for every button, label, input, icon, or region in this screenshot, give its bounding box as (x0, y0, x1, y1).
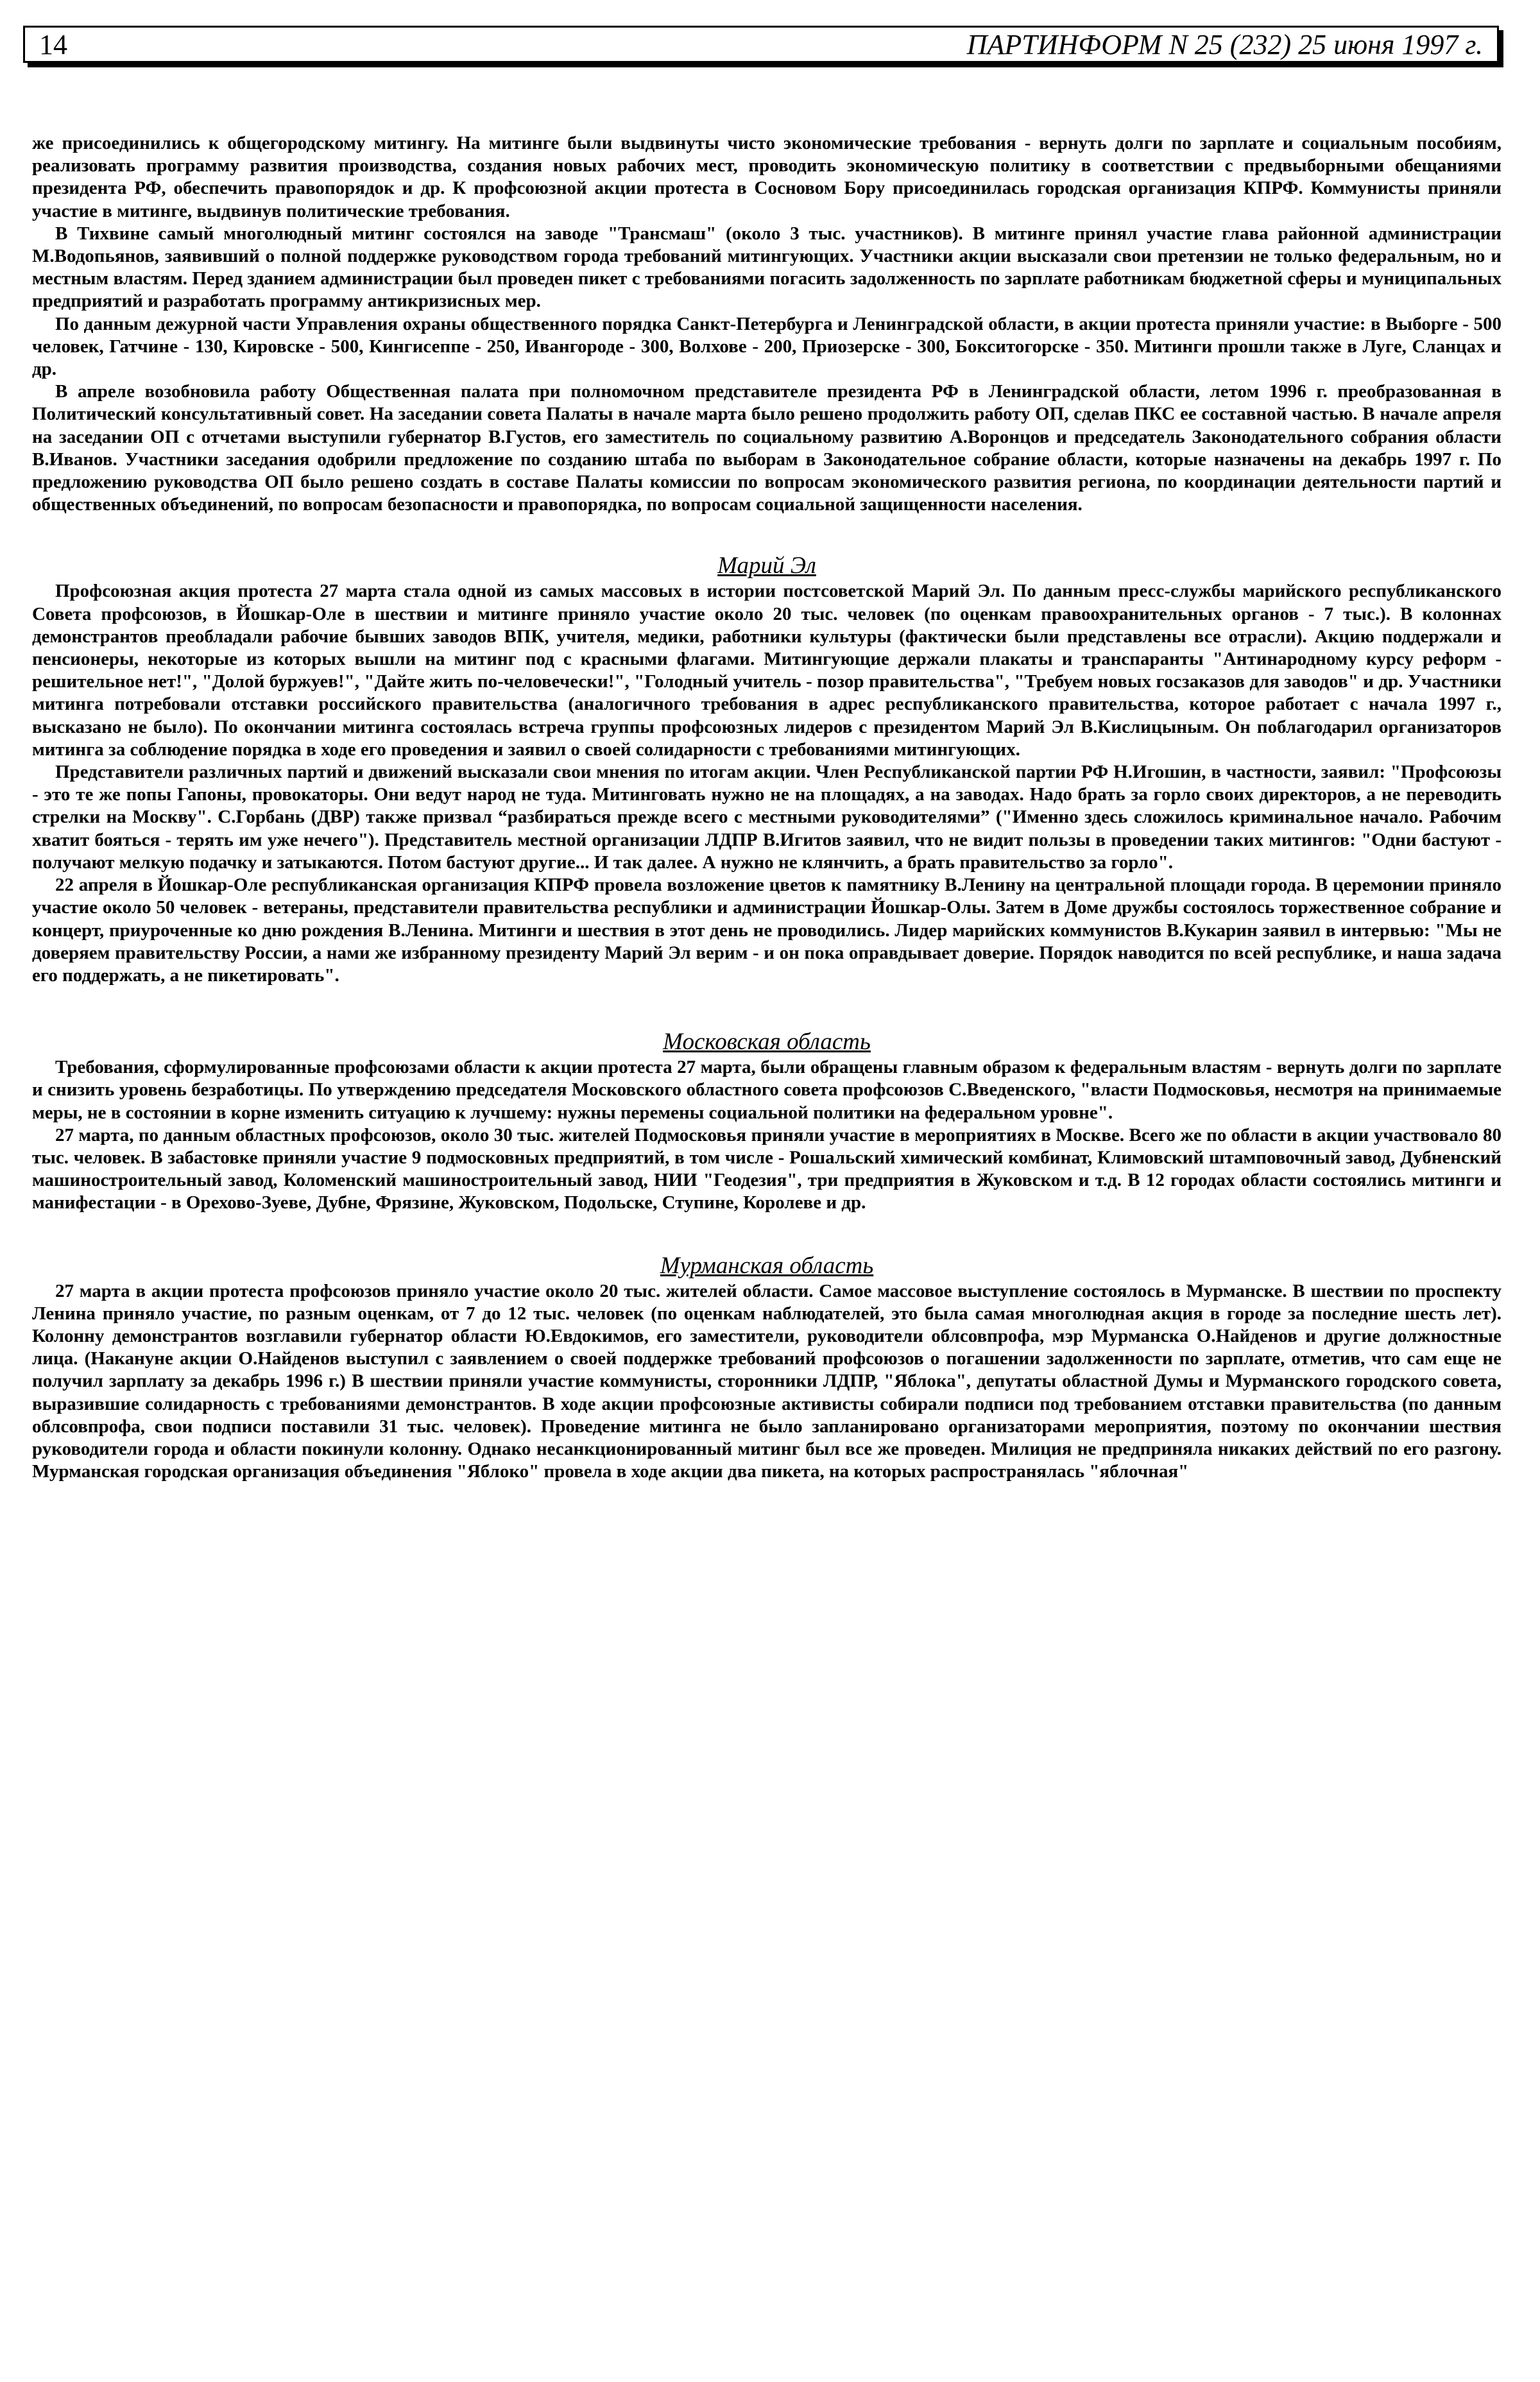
section-heading-murmansk-region: Мурманская область (660, 1252, 874, 1279)
paragraph: 27 марта в акции протеста профсоюзов приняло участие около 20 тыс. жителей области. Самое массовое выступление состоялось в Мурманске. В шествии по проспекту Ленина приняло участие, по разным оценкам, от 7 до 12 тыс. человек (по оценкам наблюдателей, это была самая многолюдная акция в городе за последние шесть лет). Колонну демонстрантов возглавили губернатор области Ю.Евдокимов, его заместители, руководители облсовпрофа, мэр Мурманска О.Найденов и другие должностные лица. (Накануне акции О.Найденов выступил с заявлением о своей поддержке требований профсоюзов о погашении задолженности по зарплате, отметив, что сам еще не получил зарплату за декабрь 1996 г.) В шествии приняли участие коммунисты, сторонники ЛДПР, "Яблока", депутаты областной Думы и Мурманского городского совета, выразившие солидарность с требованиями демонстрантов. В ходе акции профсоюзные активисты собирали подписи под требованием отставки правительства (по данным облсовпрофа, свои подписи поставили 31 тыс. человек). Проведение митинга не было запланировано организаторами мероприятия, поэтому по окончании шествия руководители города и области покинули колонну. Однако несанкционированный митинг был все же проведен. Милиция не предприняла никаких действий по его разгону. Мурманская городская организация объединения "Яблоко" провела в ходе акции два пикета, на которых распространялась "яблочная" (32, 1280, 1502, 1482)
publication-title: ПАРТИНФОРМ N 25 (232) 25 июня 1997 г. (966, 28, 1483, 60)
section-heading-mari-el: Марий Эл (717, 553, 816, 579)
paragraph: По данным дежурной части Управления охраны общественного порядка Санкт-Петербурга и Ленинградской области, в акции протеста приняли участие: в Выборге - 500 человек, Гатчине - 130, Кировске - 500, Кингисеппе - 250, Ивангороде - 300, Волхове - 200, Приозерске - 300, Бокситогорске - 350. Митинги прошли также в Луге, Сланцах и др. (32, 313, 1502, 380)
paragraph: В Тихвине самый многолюдный митинг состоялся на заводе "Трансмаш" (около 3 тыс. участников). В митинге принял участие глава районной администрации М.Водопьянов, заявивший о полной поддержке руководством города требований митингующих. Участники акции высказали свои претензии не только федеральным, но и местным властям. Перед зданием администрации был проведен пикет с требованиями погасить задолженность по зарплате работникам бюджетной сферы и муниципальных предприятий и разработать программу антикризисных мер. (32, 223, 1502, 312)
section-heading-moscow-region: Московская область (663, 1029, 871, 1056)
page-number: 14 (39, 28, 67, 60)
paragraph: Представители различных партий и движений высказали свои мнения по итогам акции. Член Республиканской партии РФ Н.Игошин, в частности, заявил: "Профсоюзы - это те же попы Гапоны, провокаторы. Они ведут народ не туда. Митинговать нужно не на площадях, а на заводах. Надо брать за горло своих директоров, а не переводить стрелки на Москву". С.Горбань (ДВР) также призвал “разбираться прежде всего с местными руководителями” ("Именно здесь сложилось криминальное начало. Рабочим хватит бояться - терять им уже нечего"). Представитель местной организации ЛДПР В.Игитов заявил, что не видит пользы в проведении таких митингов: "Одни бастуют - получают мелкую подачку и затыкаются. Потом бастуют другие... И так далее. А нужно не клянчить, а брать правительство за горло". (32, 762, 1502, 873)
paragraph: В апреле возобновила работу Общественная палата при полномочном представителе президента РФ в Ленинградской области, летом 1996 г. преобразованная в Политический консультативный совет. На заседании совета Палаты в начале марта было решено продолжить работу ОП, сделав ПКС ее составной частью. В начале апреля на заседании ОП с отчетами выступили губернатор В.Густов, его заместитель по социальному развитию А.Воронцов и председатель Законодательного собрания области В.Иванов. Участники заседания одобрили предложение по созданию штаба по выборам в Законодательное собрание области, которые назначены на декабрь 1997 г. По предложению руководства ОП было решено создать в составе Палаты комиссии по вопросам экономического развития региона, по координации деятельности партий и общественных объединений, по вопросам безопасности и правопорядка, по вопросам социальной защищенности населения. (32, 381, 1502, 515)
article-body (32, 132, 1502, 1483)
paragraph: Профсоюзная акция протеста 27 марта стала одной из самых массовых в истории постсоветской Марий Эл. По данным пресс-службы марийского республиканского Совета профсоюзов, в Йошкар-Оле в шествии и митинге приняло участие около 20 тыс. человек (по оценкам правоохранительных органов - 7 тыс.). В колоннах демонстрантов преобладали рабочие бывших заводов ВПК, учителя, медики, работники культуры (фактически были представлены все отрасли). Акцию поддержали и пенсионеры, некоторые из которых вышли на митинг под с красными флагами. Митингующие держали плакаты и транспаранты "Антинародному курсу реформ - решительное нет!", "Долой буржуев!", "Дайте жить по-человечески!", "Голодный учитель - позор правительства", "Требуем новых госзаказов для заводов" и др. Участники митинга потребовали отставки российского правительства (аналогичного требования в адрес республиканского правительства, которое работает с начала 1997 г., высказано не было). По окончании митинга состоялась встреча группы профсоюзных лидеров с президентом Марий Эл В.Кислицыным. Он поблагодарил организаторов митинга за соблюдение порядка в ходе его проведения и заявил о своей солидарности с требованиями митингующих. (32, 581, 1502, 760)
paragraph: 22 апреля в Йошкар-Оле республиканская организация КПРФ провела возложение цветов к памятнику В.Ленину на центральной площади города. В церемонии приняло участие около 50 человек - ветераны, представители правительства республики и администрации Йошкар-Олы. Затем в Доме дружбы состоялось торжественное собрание и концерт, приуроченные ко дню рождения В.Ленина. Митинги и шествия в этот день не проводились. Лидер марийских коммунистов В.Кукарин заявил в интервью: "Мы не доверяем правительству России, а нами же избранному президенту Марий Эл верим - и он пока оправдывает доверие. Порядок наводится по всей республике, и наша задача его поддержать, а не пикетировать". (32, 875, 1502, 986)
paragraph: же присоединились к общегородскому митингу. На митинге были выдвинуты чисто экономические требования - вернуть долги по зарплате и социальным пособиям, реализовать программу развития производства, создания новых рабочих мест, проводить экономическую политику в соответствии с предвыборными обещаниями президента РФ, обеспечить правопорядок и др. К профсоюзной акции протеста в Сосновом Бору присоединилась городская организация КПРФ. Коммунисты приняли участие в митинге, выдвинув политические требования. (32, 133, 1502, 221)
paragraph: Требования, сформулированные профсоюзами области к акции протеста 27 марта, были обращены главным образом к федеральным властям - вернуть долги по зарплате и снизить уровень безработицы. По утверждению председателя Московского областного совета профсоюзов С.Введенского, "власти Подмосковья, несмотря на принимаемые меры, не в состоянии в корне изменить ситуацию к лучшему: нужны перемены социальной политики на федеральном уровне". (32, 1057, 1502, 1123)
paragraph: 27 марта, по данным областных профсоюзов, около 30 тыс. жителей Подмосковья приняли участие в мероприятиях в Москве. Всего же по области в акции участвовало 80 тыс. человек. В забастовке приняли участие 9 подмосковных предприятий, в том числе - Рошальский химический комбинат, Климовский штамповочный завод, Дубненский машиностроительный завод, Коломенский машиностроительный завод, НИИ "Геодезия", три предприятия в Жуковском и т.д. В 12 городах области состоялись митинги и манифестации - в Орехово-Зуеве, Дубне, Фрязине, Жуковском, Подольске, Ступине, Королеве и др. (32, 1124, 1502, 1213)
page-header (23, 26, 1499, 63)
